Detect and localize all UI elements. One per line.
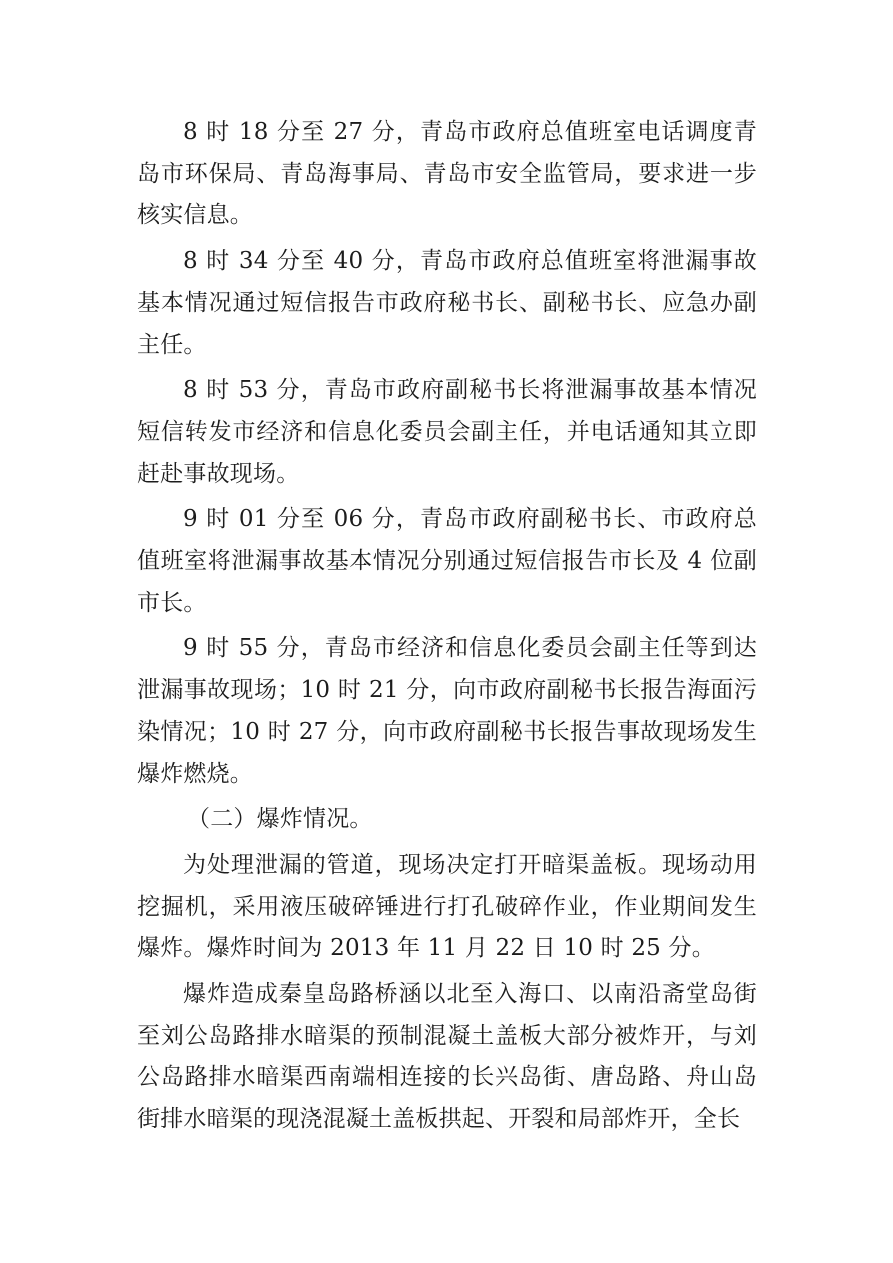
paragraph-0818: 8 时 18 分至 27 分，青岛市政府总值班室电话调度青岛市环保局、青岛海事局、青岛市安全监管局，要求进一步核实信息。 [137, 119, 757, 229]
paragraph-explosion-damage: 爆炸造成秦皇岛路桥涵以北至入海口、以南沿斋堂岛街至刘公岛路排水暗渠的预制混凝土盖板大部分被炸开，与刘公岛路排水暗渠西南端相连接的长兴岛街、唐岛路、舟山岛街排水暗渠的现浇混凝土盖板拱起、开裂和局部炸开，全长 [137, 981, 757, 1133]
paragraph-0901: 9 时 01 分至 06 分，青岛市政府副秘书长、市政府总值班室将泄漏事故基本情况分别通过短信报告市长及 4 位副市长。 [137, 506, 757, 616]
section-heading-explosion: （二）爆炸情况。 [187, 806, 373, 833]
paragraph-0955: 9 时 55 分，青岛市经济和信息化委员会副主任等到达泄漏事故现场；10 时 21 分，向市政府副秘书长报告海面污染情况；10 时 27 分，向市政府副秘书长报告事故现场发生爆炸燃烧。 [137, 635, 757, 787]
paragraph-0853: 8 时 53 分，青岛市政府副秘书长将泄漏事故基本情况短信转发市经济和信息化委员会副主任，并电话通知其立即赶赴事故现场。 [137, 377, 757, 487]
paragraph-0834: 8 时 34 分至 40 分，青岛市政府总值班室将泄漏事故基本情况通过短信报告市政府秘书长、副秘书长、应急办副主任。 [137, 248, 757, 358]
paragraph-explosion-cause: 为处理泄漏的管道，现场决定打开暗渠盖板。现场动用挖掘机，采用液压破碎锤进行打孔破碎作业，作业期间发生爆炸。爆炸时间为 2013 年 11 月 22 日 10 时 25 分。 [137, 851, 757, 962]
document-body [137, 112, 757, 1145]
